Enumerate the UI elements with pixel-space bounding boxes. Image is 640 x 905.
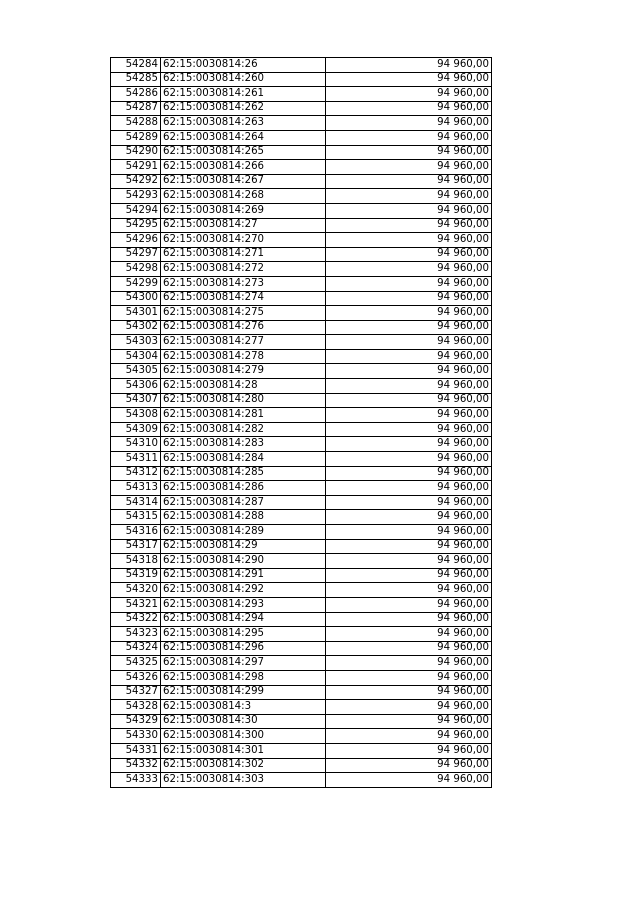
cadastral-value-cell: 94 960,00 (326, 189, 492, 204)
table-row (111, 306, 492, 321)
cadastral-value-cell: 94 960,00 (326, 393, 492, 408)
row-number-cell: 54321 (111, 597, 161, 612)
table-row (111, 349, 492, 364)
table-row (111, 145, 492, 160)
row-number-cell: 54333 (111, 773, 161, 788)
cadastral-value-cell: 94 960,00 (326, 276, 492, 291)
cadastral-number-cell: 62:15:0030814:291 (161, 568, 326, 583)
row-number-cell: 54299 (111, 276, 161, 291)
cadastral-value-cell: 94 960,00 (326, 568, 492, 583)
cadastral-value-cell: 94 960,00 (326, 379, 492, 394)
table-row (111, 554, 492, 569)
cadastral-number-cell: 62:15:0030814:27 (161, 218, 326, 233)
cadastral-value-cell: 94 960,00 (326, 612, 492, 627)
row-number-cell: 54319 (111, 568, 161, 583)
cadastral-value-cell: 94 960,00 (326, 87, 492, 102)
row-number-cell: 54293 (111, 189, 161, 204)
row-number-cell: 54290 (111, 145, 161, 160)
row-number-cell: 54316 (111, 525, 161, 540)
cadastral-number-cell: 62:15:0030814:28 (161, 379, 326, 394)
table-row (111, 758, 492, 773)
cadastral-number-cell: 62:15:0030814:290 (161, 554, 326, 569)
table-row (111, 568, 492, 583)
row-number-cell: 54291 (111, 160, 161, 175)
table-row (111, 743, 492, 758)
table-row (111, 72, 492, 87)
table-row (111, 130, 492, 145)
cadastral-value-cell: 94 960,00 (326, 525, 492, 540)
cadastral-number-cell: 62:15:0030814:298 (161, 670, 326, 685)
row-number-cell: 54295 (111, 218, 161, 233)
cadastral-number-cell: 62:15:0030814:264 (161, 130, 326, 145)
cadastral-number-cell: 62:15:0030814:279 (161, 364, 326, 379)
table-row (111, 203, 492, 218)
cadastral-value-cell: 94 960,00 (326, 452, 492, 467)
row-number-cell: 54324 (111, 641, 161, 656)
row-number-cell: 54331 (111, 743, 161, 758)
row-number-cell: 54292 (111, 174, 161, 189)
row-number-cell: 54317 (111, 539, 161, 554)
cadastral-number-cell: 62:15:0030814:30 (161, 714, 326, 729)
table-row (111, 335, 492, 350)
cadastral-number-cell: 62:15:0030814:303 (161, 773, 326, 788)
cadastral-value-cell: 94 960,00 (326, 700, 492, 715)
cadastral-value-cell: 94 960,00 (326, 714, 492, 729)
cadastral-number-cell: 62:15:0030814:262 (161, 101, 326, 116)
row-number-cell: 54322 (111, 612, 161, 627)
cadastral-value-cell: 94 960,00 (326, 685, 492, 700)
cadastral-value-cell: 94 960,00 (326, 320, 492, 335)
row-number-cell: 54308 (111, 408, 161, 423)
cadastral-value-cell: 94 960,00 (326, 174, 492, 189)
table-row (111, 583, 492, 598)
cadastral-value-cell: 94 960,00 (326, 758, 492, 773)
row-number-cell: 54298 (111, 262, 161, 277)
cadastral-number-cell: 62:15:0030814:286 (161, 481, 326, 496)
row-number-cell: 54330 (111, 729, 161, 744)
cadastral-value-cell: 94 960,00 (326, 306, 492, 321)
cadastral-number-cell: 62:15:0030814:281 (161, 408, 326, 423)
cadastral-value-cell: 94 960,00 (326, 597, 492, 612)
table-row (111, 670, 492, 685)
table-row (111, 466, 492, 481)
table-row (111, 612, 492, 627)
row-number-cell: 54294 (111, 203, 161, 218)
table-row (111, 174, 492, 189)
cadastral-number-cell: 62:15:0030814:280 (161, 393, 326, 408)
table-row (111, 160, 492, 175)
cadastral-number-cell: 62:15:0030814:272 (161, 262, 326, 277)
cadastral-number-cell: 62:15:0030814:296 (161, 641, 326, 656)
cadastral-number-cell: 62:15:0030814:295 (161, 627, 326, 642)
cadastral-number-cell: 62:15:0030814:270 (161, 233, 326, 248)
cadastral-value-table (110, 57, 492, 788)
cadastral-value-cell: 94 960,00 (326, 729, 492, 744)
cadastral-number-cell: 62:15:0030814:267 (161, 174, 326, 189)
row-number-cell: 54285 (111, 72, 161, 87)
cadastral-value-cell: 94 960,00 (326, 116, 492, 131)
cadastral-number-cell: 62:15:0030814:263 (161, 116, 326, 131)
row-number-cell: 54320 (111, 583, 161, 598)
cadastral-value-cell: 94 960,00 (326, 130, 492, 145)
table-row (111, 700, 492, 715)
table-row (111, 452, 492, 467)
row-number-cell: 54306 (111, 379, 161, 394)
cadastral-value-cell: 94 960,00 (326, 247, 492, 262)
cadastral-number-cell: 62:15:0030814:283 (161, 437, 326, 452)
cadastral-number-cell: 62:15:0030814:302 (161, 758, 326, 773)
cadastral-value-cell: 94 960,00 (326, 218, 492, 233)
table-row (111, 291, 492, 306)
cadastral-value-cell: 94 960,00 (326, 656, 492, 671)
row-number-cell: 54301 (111, 306, 161, 321)
table-row (111, 247, 492, 262)
row-number-cell: 54284 (111, 58, 161, 73)
row-number-cell: 54311 (111, 452, 161, 467)
cadastral-number-cell: 62:15:0030814:265 (161, 145, 326, 160)
table-row (111, 422, 492, 437)
table-row (111, 364, 492, 379)
cadastral-value-cell: 94 960,00 (326, 101, 492, 116)
cadastral-value-cell: 94 960,00 (326, 364, 492, 379)
table-row (111, 729, 492, 744)
table-row (111, 525, 492, 540)
cadastral-number-cell: 62:15:0030814:299 (161, 685, 326, 700)
row-number-cell: 54286 (111, 87, 161, 102)
row-number-cell: 54332 (111, 758, 161, 773)
cadastral-number-cell: 62:15:0030814:29 (161, 539, 326, 554)
row-number-cell: 54307 (111, 393, 161, 408)
table-row (111, 218, 492, 233)
table-row (111, 641, 492, 656)
cadastral-value-cell: 94 960,00 (326, 262, 492, 277)
row-number-cell: 54300 (111, 291, 161, 306)
cadastral-value-cell: 94 960,00 (326, 58, 492, 73)
cadastral-number-cell: 62:15:0030814:266 (161, 160, 326, 175)
cadastral-number-cell: 62:15:0030814:294 (161, 612, 326, 627)
cadastral-number-cell: 62:15:0030814:26 (161, 58, 326, 73)
cadastral-value-cell: 94 960,00 (326, 335, 492, 350)
cadastral-number-cell: 62:15:0030814:273 (161, 276, 326, 291)
cadastral-value-cell: 94 960,00 (326, 495, 492, 510)
table-body (111, 58, 492, 788)
table-row (111, 101, 492, 116)
table-row (111, 656, 492, 671)
cadastral-value-cell: 94 960,00 (326, 233, 492, 248)
cadastral-number-cell: 62:15:0030814:288 (161, 510, 326, 525)
cadastral-value-cell: 94 960,00 (326, 408, 492, 423)
cadastral-value-cell: 94 960,00 (326, 481, 492, 496)
row-number-cell: 54313 (111, 481, 161, 496)
cadastral-value-cell: 94 960,00 (326, 203, 492, 218)
cadastral-number-cell: 62:15:0030814:269 (161, 203, 326, 218)
cadastral-value-cell: 94 960,00 (326, 583, 492, 598)
table-row (111, 773, 492, 788)
table-row (111, 116, 492, 131)
row-number-cell: 54303 (111, 335, 161, 350)
table-row (111, 393, 492, 408)
cadastral-value-cell: 94 960,00 (326, 349, 492, 364)
row-number-cell: 54297 (111, 247, 161, 262)
table-row (111, 714, 492, 729)
table-row (111, 276, 492, 291)
row-number-cell: 54329 (111, 714, 161, 729)
cadastral-number-cell: 62:15:0030814:300 (161, 729, 326, 744)
table-row (111, 495, 492, 510)
cadastral-number-cell: 62:15:0030814:268 (161, 189, 326, 204)
cadastral-value-cell: 94 960,00 (326, 72, 492, 87)
cadastral-number-cell: 62:15:0030814:301 (161, 743, 326, 758)
row-number-cell: 54305 (111, 364, 161, 379)
row-number-cell: 54302 (111, 320, 161, 335)
row-number-cell: 54310 (111, 437, 161, 452)
table-row (111, 233, 492, 248)
cadastral-number-cell: 62:15:0030814:287 (161, 495, 326, 510)
cadastral-value-cell: 94 960,00 (326, 145, 492, 160)
table-row (111, 189, 492, 204)
cadastral-number-cell: 62:15:0030814:292 (161, 583, 326, 598)
table-row (111, 87, 492, 102)
row-number-cell: 54296 (111, 233, 161, 248)
table-row (111, 262, 492, 277)
cadastral-value-cell: 94 960,00 (326, 466, 492, 481)
table-row (111, 597, 492, 612)
cadastral-value-cell: 94 960,00 (326, 510, 492, 525)
cadastral-number-cell: 62:15:0030814:293 (161, 597, 326, 612)
cadastral-number-cell: 62:15:0030814:289 (161, 525, 326, 540)
cadastral-value-cell: 94 960,00 (326, 554, 492, 569)
cadastral-value-cell: 94 960,00 (326, 539, 492, 554)
cadastral-number-cell: 62:15:0030814:278 (161, 349, 326, 364)
table-row (111, 510, 492, 525)
cadastral-value-cell: 94 960,00 (326, 627, 492, 642)
table-row (111, 539, 492, 554)
cadastral-number-cell: 62:15:0030814:284 (161, 452, 326, 467)
table-row (111, 685, 492, 700)
row-number-cell: 54328 (111, 700, 161, 715)
table-row (111, 437, 492, 452)
row-number-cell: 54309 (111, 422, 161, 437)
row-number-cell: 54325 (111, 656, 161, 671)
cadastral-number-cell: 62:15:0030814:3 (161, 700, 326, 715)
cadastral-number-cell: 62:15:0030814:260 (161, 72, 326, 87)
cadastral-number-cell: 62:15:0030814:297 (161, 656, 326, 671)
row-number-cell: 54289 (111, 130, 161, 145)
row-number-cell: 54327 (111, 685, 161, 700)
row-number-cell: 54287 (111, 101, 161, 116)
cadastral-number-cell: 62:15:0030814:276 (161, 320, 326, 335)
table-row (111, 481, 492, 496)
table-row (111, 320, 492, 335)
table-row (111, 408, 492, 423)
row-number-cell: 54326 (111, 670, 161, 685)
row-number-cell: 54304 (111, 349, 161, 364)
cadastral-number-cell: 62:15:0030814:261 (161, 87, 326, 102)
cadastral-value-cell: 94 960,00 (326, 291, 492, 306)
row-number-cell: 54323 (111, 627, 161, 642)
row-number-cell: 54315 (111, 510, 161, 525)
table-row (111, 379, 492, 394)
row-number-cell: 54318 (111, 554, 161, 569)
cadastral-number-cell: 62:15:0030814:271 (161, 247, 326, 262)
cadastral-value-cell: 94 960,00 (326, 422, 492, 437)
cadastral-value-cell: 94 960,00 (326, 773, 492, 788)
table-row (111, 58, 492, 73)
cadastral-value-cell: 94 960,00 (326, 641, 492, 656)
cadastral-number-cell: 62:15:0030814:285 (161, 466, 326, 481)
cadastral-number-cell: 62:15:0030814:282 (161, 422, 326, 437)
cadastral-number-cell: 62:15:0030814:274 (161, 291, 326, 306)
cadastral-value-cell: 94 960,00 (326, 160, 492, 175)
cadastral-value-cell: 94 960,00 (326, 670, 492, 685)
row-number-cell: 54312 (111, 466, 161, 481)
cadastral-value-cell: 94 960,00 (326, 437, 492, 452)
table-row (111, 627, 492, 642)
cadastral-value-cell: 94 960,00 (326, 743, 492, 758)
row-number-cell: 54288 (111, 116, 161, 131)
row-number-cell: 54314 (111, 495, 161, 510)
cadastral-number-cell: 62:15:0030814:275 (161, 306, 326, 321)
cadastral-number-cell: 62:15:0030814:277 (161, 335, 326, 350)
